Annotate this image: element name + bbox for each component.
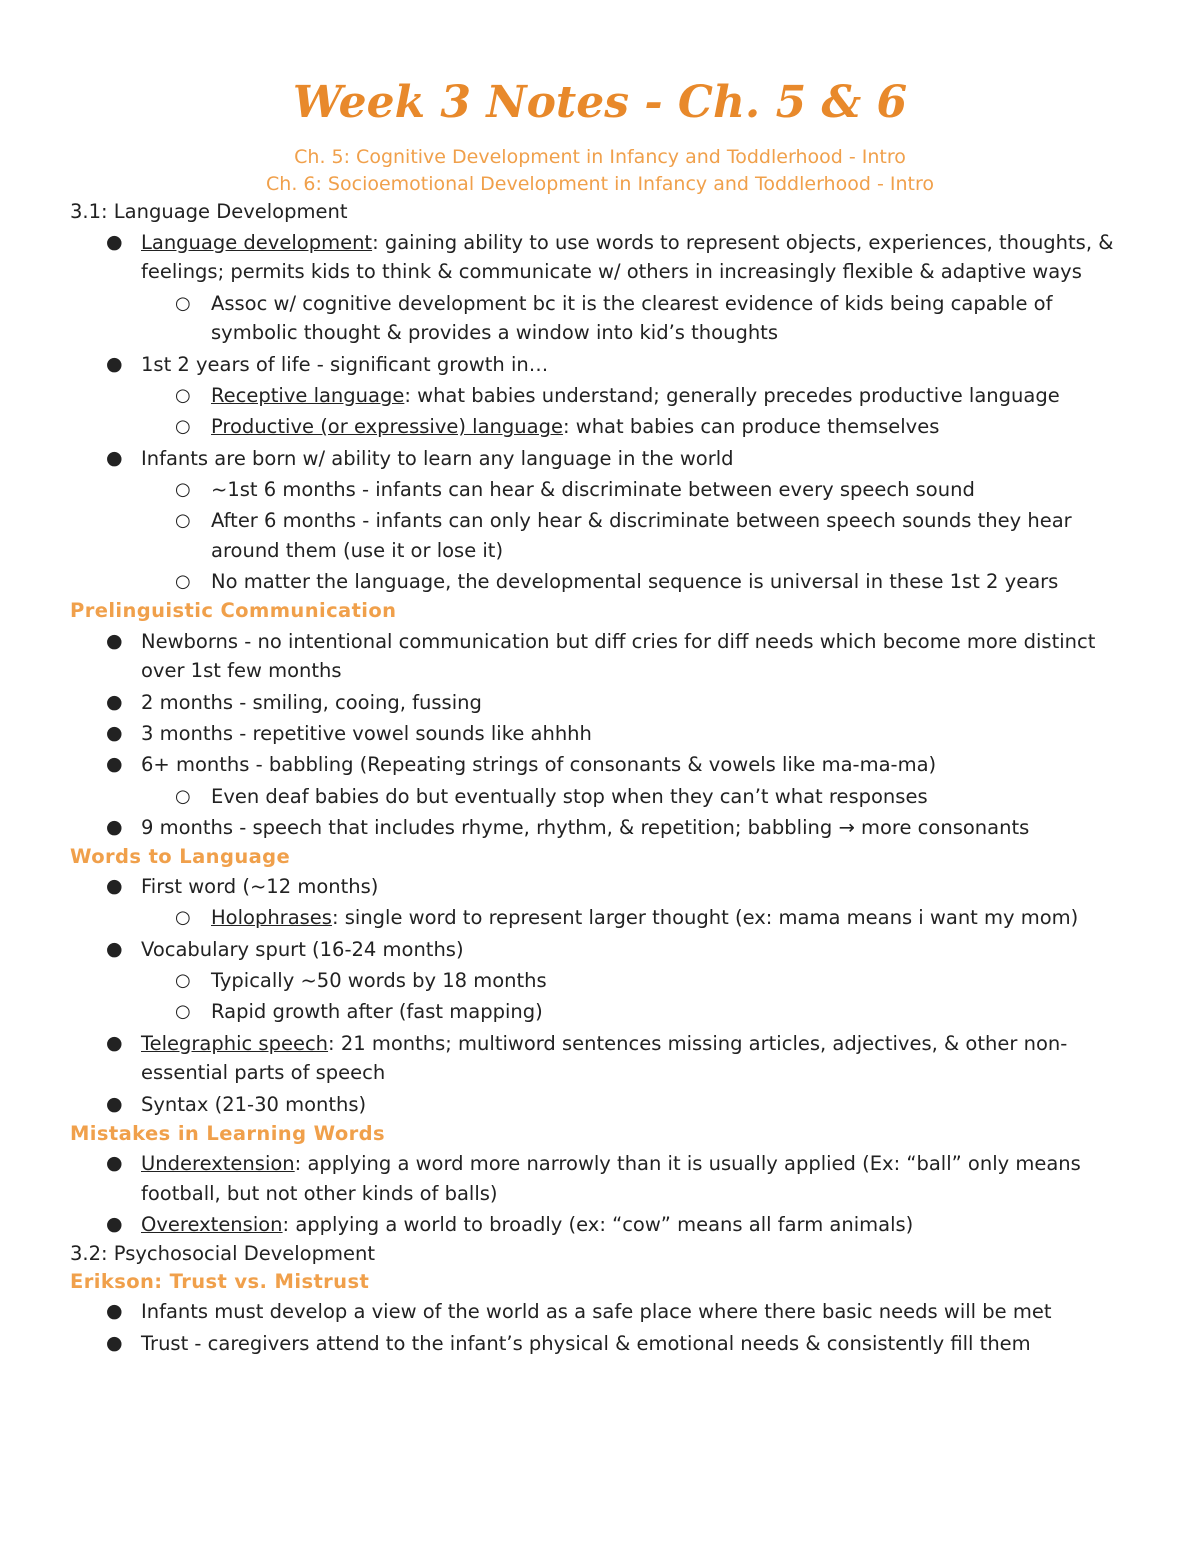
subtitle-ch6: Ch. 6: Socioemotional Development in Infancy and Toddlerhood - Intro [266, 173, 934, 195]
item-text: Vocabulary spurt (16-24 months) [141, 937, 464, 961]
item-text: 2 months - smiling, cooing, fussing [141, 690, 482, 714]
hollow-bullet-icon: ○ [175, 1001, 191, 1023]
filled-bullet-icon: ● [106, 690, 123, 713]
bullet-list [70, 228, 1140, 598]
term-label: Underextension [141, 1152, 295, 1176]
page-title: Week 3 Notes - Ch. 5 & 6 [292, 77, 908, 128]
item-text: 6+ months - babbling (Repeating strings of consonants & vowels like ma-ma-ma) [141, 753, 937, 777]
list-item [70, 1149, 1140, 1209]
item-text: : 21 months; multiword sentences missing articles, adjectives, & other non-essential parts of speech [141, 1031, 1068, 1085]
filled-bullet-icon: ● [106, 629, 123, 652]
filled-bullet-icon: ● [106, 352, 123, 375]
hollow-bullet-icon: ○ [175, 478, 191, 500]
section-heading: Erikson: Trust vs. Mistrust [70, 1269, 370, 1293]
filled-bullet-icon: ● [106, 1152, 123, 1175]
list-item [70, 1090, 1140, 1120]
term-label: Language development [141, 230, 373, 254]
hollow-bullet-icon: ○ [175, 970, 191, 992]
subtitle-ch5: Ch. 5: Cognitive Development in Infancy and Toddlerhood - Intro [294, 146, 906, 168]
sub-list-item [70, 966, 1140, 996]
filled-bullet-icon: ● [106, 1213, 123, 1236]
filled-bullet-icon: ● [106, 446, 123, 469]
sub-list-item [70, 782, 1140, 812]
bullet-list [70, 1149, 1140, 1240]
list-item [70, 935, 1140, 965]
item-text: : applying a world to broadly (ex: “cow” means all farm animals) [282, 1213, 914, 1237]
item-text: : what babies understand; generally precedes productive language [404, 383, 1060, 407]
sub-list-item [70, 506, 1140, 566]
hollow-bullet-icon: ○ [175, 907, 191, 929]
sub-list-item [70, 567, 1140, 597]
list-item [70, 627, 1140, 687]
list-item [70, 750, 1140, 780]
item-text: 3 months - repetitive vowel sounds like ahhhh [141, 721, 592, 745]
item-text: Even deaf babies do but eventually stop when they can’t what responses [211, 784, 928, 808]
filled-bullet-icon: ● [106, 1331, 123, 1354]
list-item [70, 1210, 1140, 1240]
filled-bullet-icon: ● [106, 815, 123, 838]
term-label: Overextension [141, 1213, 283, 1237]
filled-bullet-icon: ● [106, 1031, 123, 1054]
item-text: ~1st 6 months - infants can hear & discriminate between every speech sound [211, 477, 975, 501]
item-text: First word (~12 months) [141, 875, 379, 899]
sub-list-item [70, 289, 1140, 349]
hollow-bullet-icon: ○ [175, 571, 191, 593]
bullet-list [70, 1297, 1140, 1358]
filled-bullet-icon: ● [106, 1300, 123, 1323]
filled-bullet-icon: ● [106, 230, 123, 253]
filled-bullet-icon: ● [106, 753, 123, 776]
hollow-bullet-icon: ○ [175, 384, 191, 406]
item-text: Rapid growth after (fast mapping) [211, 1000, 543, 1024]
item-text: Trust - caregivers attend to the infant’s physical & emotional needs & consistently fill them [141, 1331, 1031, 1355]
hollow-bullet-icon: ○ [175, 292, 191, 314]
hollow-bullet-icon: ○ [175, 785, 191, 807]
item-text: Syntax (21-30 months) [141, 1092, 367, 1116]
item-text: 1st 2 years of life - significant growth in… [141, 352, 549, 376]
item-text: : gaining ability to use words to represent objects, experiences, thoughts, & feelings; permits kids to think & communicate w/ others in increasingly flexible & adaptive ways [141, 230, 1114, 284]
list-item [70, 444, 1140, 474]
item-text: : single word to represent larger thought (ex: mama means i want my mom) [331, 906, 1079, 930]
filled-bullet-icon: ● [106, 721, 123, 744]
list-item [70, 350, 1140, 380]
item-text: 9 months - speech that includes rhyme, rhythm, & repetition; babbling → more consonants [141, 815, 1030, 839]
item-text: After 6 months - infants can only hear & discriminate between speech sounds they hear around them (use it or lose it) [211, 509, 1072, 562]
list-item [70, 813, 1140, 843]
section-heading: Prelinguistic Communication [70, 599, 397, 623]
bullet-list [70, 627, 1140, 843]
notes-content [70, 198, 1140, 1359]
list-item [70, 872, 1140, 902]
item-text: Assoc w/ cognitive development bc it is the clearest evidence of kids being capable of symbolic thought & provides a window into kid’s thoughts [211, 291, 1053, 345]
filled-bullet-icon: ● [106, 1092, 123, 1115]
term-label: Receptive language [211, 383, 405, 407]
filled-bullet-icon: ● [106, 875, 123, 898]
term-label: Productive (or expressive) language [211, 415, 563, 439]
sub-list-item [70, 412, 1140, 442]
list-item [70, 1329, 1140, 1359]
item-text: : what babies can produce themselves [562, 415, 940, 439]
term-label: Telegraphic speech [141, 1031, 329, 1055]
section-title: 3.1: Language Development [70, 200, 348, 223]
item-text: : applying a word more narrowly than it is usually applied (Ex: “ball” only means football, but not other kinds of balls) [141, 1152, 1081, 1205]
sub-list-item [70, 381, 1140, 411]
filled-bullet-icon: ● [106, 937, 123, 960]
sub-list-item [70, 903, 1140, 933]
list-item [70, 228, 1140, 288]
item-text: Infants must develop a view of the world as a safe place where there basic needs will be met [141, 1300, 1052, 1324]
section-heading: Mistakes in Learning Words [70, 1121, 386, 1145]
list-item [70, 1297, 1140, 1327]
item-text: Infants are born w/ ability to learn any language in the world [141, 446, 734, 470]
sub-list-item [70, 475, 1140, 505]
bullet-list [70, 872, 1140, 1119]
sub-list-item [70, 997, 1140, 1027]
list-item [70, 719, 1140, 749]
list-item [70, 688, 1140, 718]
item-text: Typically ~50 words by 18 months [211, 969, 547, 993]
hollow-bullet-icon: ○ [175, 510, 191, 532]
item-text: No matter the language, the developmental sequence is universal in these 1st 2 years [211, 570, 1059, 594]
hollow-bullet-icon: ○ [175, 416, 191, 438]
section-title: 3.2: Psychosocial Development [70, 1241, 375, 1265]
item-text: Newborns - no intentional communication but diff cries for diff needs which become more distinct over 1st few months [141, 629, 1096, 683]
section-heading: Words to Language [70, 844, 291, 868]
list-item [70, 1029, 1140, 1089]
term-label: Holophrases [211, 906, 332, 930]
